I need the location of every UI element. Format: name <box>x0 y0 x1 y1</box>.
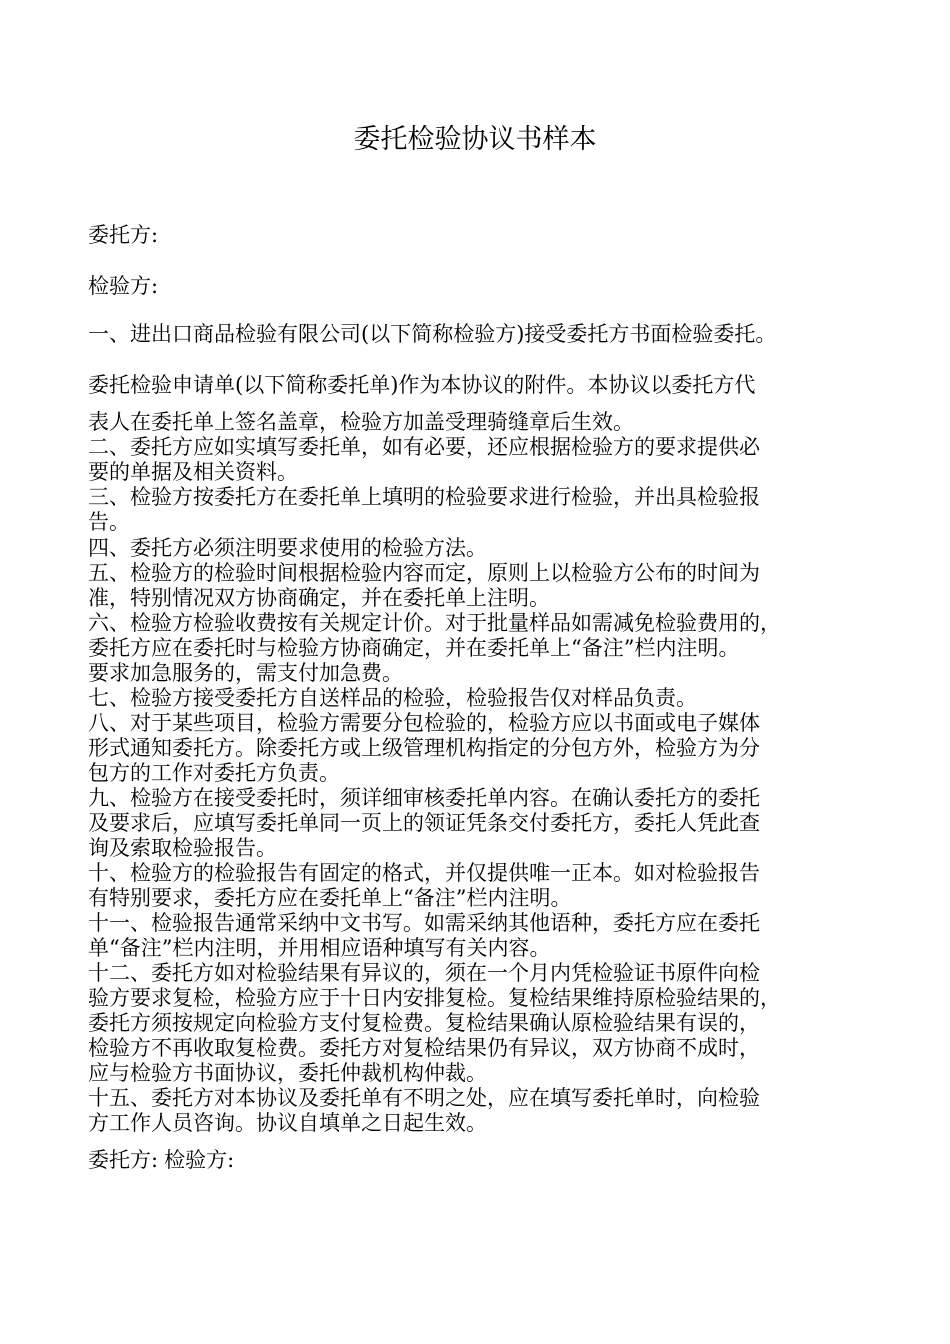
clause-line: 询及索取检验报告。 <box>88 836 277 860</box>
clause-line: 五、检验方的检验时间根据检验内容而定，原则上以检验方公布的时间为 <box>88 561 760 585</box>
clause-line: 九、检验方在接受委托时，须详细审核委托单内容。在确认委托方的委托 <box>88 786 760 810</box>
clause-line: 八、对于某些项目，检验方需要分包检验的，检验方应以书面或电子媒体 <box>88 711 760 735</box>
clause-line: 十二、委托方如对检验结果有异议的，须在一个月内凭检验证书原件向检 <box>88 961 760 985</box>
clause-line: 一、进出口商品检验有限公司(以下简称检验方)接受委托方书面检验委托。 <box>88 322 777 346</box>
client-party-label: 委托方: <box>88 223 159 247</box>
signature-line <box>88 1147 234 1173</box>
clause-line: 三、检验方按委托方在委托单上填明的检验要求进行检验，并出具检验报 <box>88 485 760 509</box>
clause-line: 包方的工作对委托方负责。 <box>88 761 340 785</box>
document-title: 委托检验协议书样本 <box>353 124 597 155</box>
clause-line: 告。 <box>88 510 130 534</box>
clause-line: 十一、检验报告通常采纳中文书写。如需采纳其他语种，委托方应在委托 <box>88 911 760 935</box>
clause-line: 要求加急服务的，需支付加急费。 <box>88 661 403 685</box>
clause-line: 准，特别情况双方协商确定，并在委托单上注明。 <box>88 586 550 610</box>
clause-line: 六、检验方检验收费按有关规定计价。对于批量样品如需减免检验费用的， <box>88 611 781 635</box>
clause-line: 委托方应在委托时与检验方协商确定，并在委托单上“备注”栏内注明。 <box>88 636 740 660</box>
clause-line: 表人在委托单上签名盖章，检验方加盖受理骑缝章后生效。 <box>88 410 634 434</box>
clause-line: 四、委托方必须注明要求使用的检验方法。 <box>88 536 487 560</box>
clause-line: 十、检验方的检验报告有固定的格式，并仅提供唯一正本。如对检验报告 <box>88 861 760 885</box>
clause-line: 及要求后，应填写委托单同一页上的领证凭条交付委托方，委托人凭此查 <box>88 811 760 835</box>
clause-line: 验方要求复检，检验方应于十日内安排复检。复检结果维持原检验结果的， <box>88 986 781 1010</box>
clause-line: 七、检验方接受委托方自送样品的检验，检验报告仅对样品负责。 <box>88 686 697 710</box>
inspector-party-label: 检验方: <box>88 274 159 298</box>
clause-line: 委托检验申请单(以下简称委托单)作为本协议的附件。本协议以委托方代 <box>88 373 756 397</box>
clause-line: 委托方须按规定向检验方支付复检费。复检结果确认原检验结果有误的， <box>88 1011 760 1035</box>
clause-line: 有特别要求，委托方应在委托单上“备注”栏内注明。 <box>88 886 572 910</box>
clause-line: 单“备注”栏内注明，并用相应语种填写有关内容。 <box>88 936 551 960</box>
signature-client-label: 委托方: <box>88 1148 159 1172</box>
clause-line: 二、委托方应如实填写委托单，如有必要，还应根据检验方的要求提供必 <box>88 435 760 459</box>
clause-line: 形式通知委托方。除委托方或上级管理机构指定的分包方外，检验方为分 <box>88 736 760 760</box>
clause-line: 应与检验方书面协议，委托仲裁机构仲裁。 <box>88 1061 487 1085</box>
signature-inspector-label: 检验方: <box>164 1148 235 1172</box>
clause-line: 十五、委托方对本协议及委托单有不明之处，应在填写委托单时，向检验 <box>88 1086 760 1110</box>
clause-line: 要的单据及相关资料。 <box>88 460 298 484</box>
clause-line: 方工作人员咨询。协议自填单之日起生效。 <box>88 1111 487 1135</box>
clause-line: 检验方不再收取复检费。委托方对复检结果仍有异议，双方协商不成时， <box>88 1036 760 1060</box>
